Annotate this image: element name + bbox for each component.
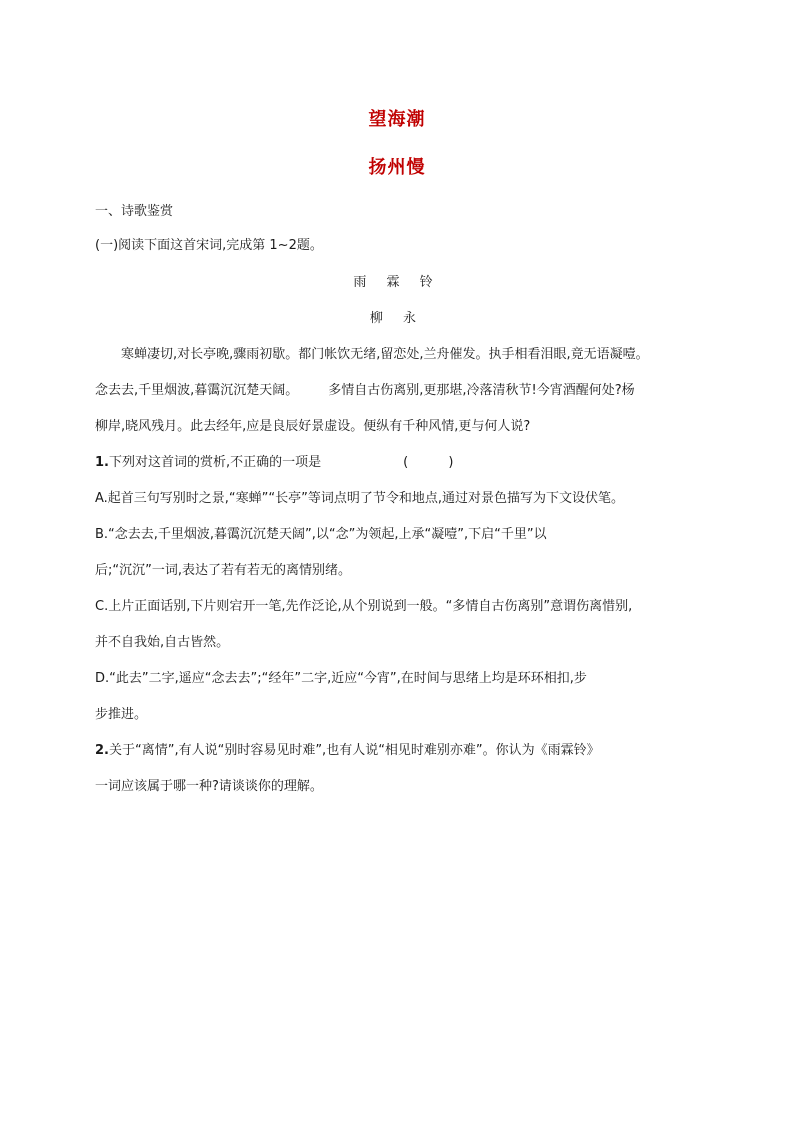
section-instruction: (一)阅读下面这首宋词,完成第 1~2题。 [95,238,323,253]
option-a: A.起首三句写别时之景,“寒蝉”“长亭”等词点明了节令和地点,通过对景色描写为下文设伏笔。 [95,491,625,506]
question-2-line-1 [95,742,715,760]
question-2-line-2: 一词应该属于哪一种?请谈谈你的理解。 [95,779,323,794]
poem-line-1: 寒蝉凄切,对长亭晚,骤雨初歇。都门帐饮无绪,留恋处,兰舟催发。执手相看泪眼,竟无语凝噎。 [121,347,649,362]
question-2-number: 2. [95,743,109,758]
poem-author: 柳 永 [369,311,425,326]
poem-line-2b: 多情自古伤离别,更那堪,冷落清秋节!今宵酒醒何处?杨 [328,383,635,398]
section-heading: 一、诗歌鉴赏 [95,204,174,219]
option-c-line-1: C.上片正面话别,下片则宕开一笔,先作泛论,从个别说到一般。“多情自古伤离别”意谓伤离惜别, [95,599,633,614]
option-c-line-2: 并不自我始,自古皆然。 [95,635,230,650]
question-1-text: 下列对这首词的赏析,不正确的一项是 [108,455,322,470]
option-b-line-2: 后;“沉沉”一词,表达了若有若无的离情别绪。 [95,563,351,578]
poem-line-2 [95,382,715,400]
sub-title: 扬州慢 [368,157,426,178]
poem-line-2a: 念去去,千里烟波,暮霭沉沉楚天阔。 [95,383,299,398]
option-d-line-1: D.“此去”二字,遥应“念去去”;“经年”二字,近应“今宵”,在时间与思绪上均是环环相扣,步 [95,671,587,686]
question-1-number: 1. [95,455,109,470]
answer-paren: ( ) [403,455,472,470]
question-1-stem [95,454,715,472]
question-2-text: 关于“离情”,有人说“别时容易见时难”,也有人说“相见时难别亦难”。你认为《雨霖铃》 [108,743,600,758]
poem-title: 雨 霖 铃 [353,275,441,290]
option-d-line-2: 步推进。 [95,707,148,722]
poem-line-3: 柳岸,晓风残月。此去经年,应是良辰好景虚设。便纵有千种风情,更与何人说? [95,419,531,434]
main-title: 望海潮 [368,109,426,130]
option-b-line-1: B.“念去去,千里烟波,暮霭沉沉楚天阔”,以“念”为领起,上承“凝噎”,下启“千里”以 [95,527,547,542]
